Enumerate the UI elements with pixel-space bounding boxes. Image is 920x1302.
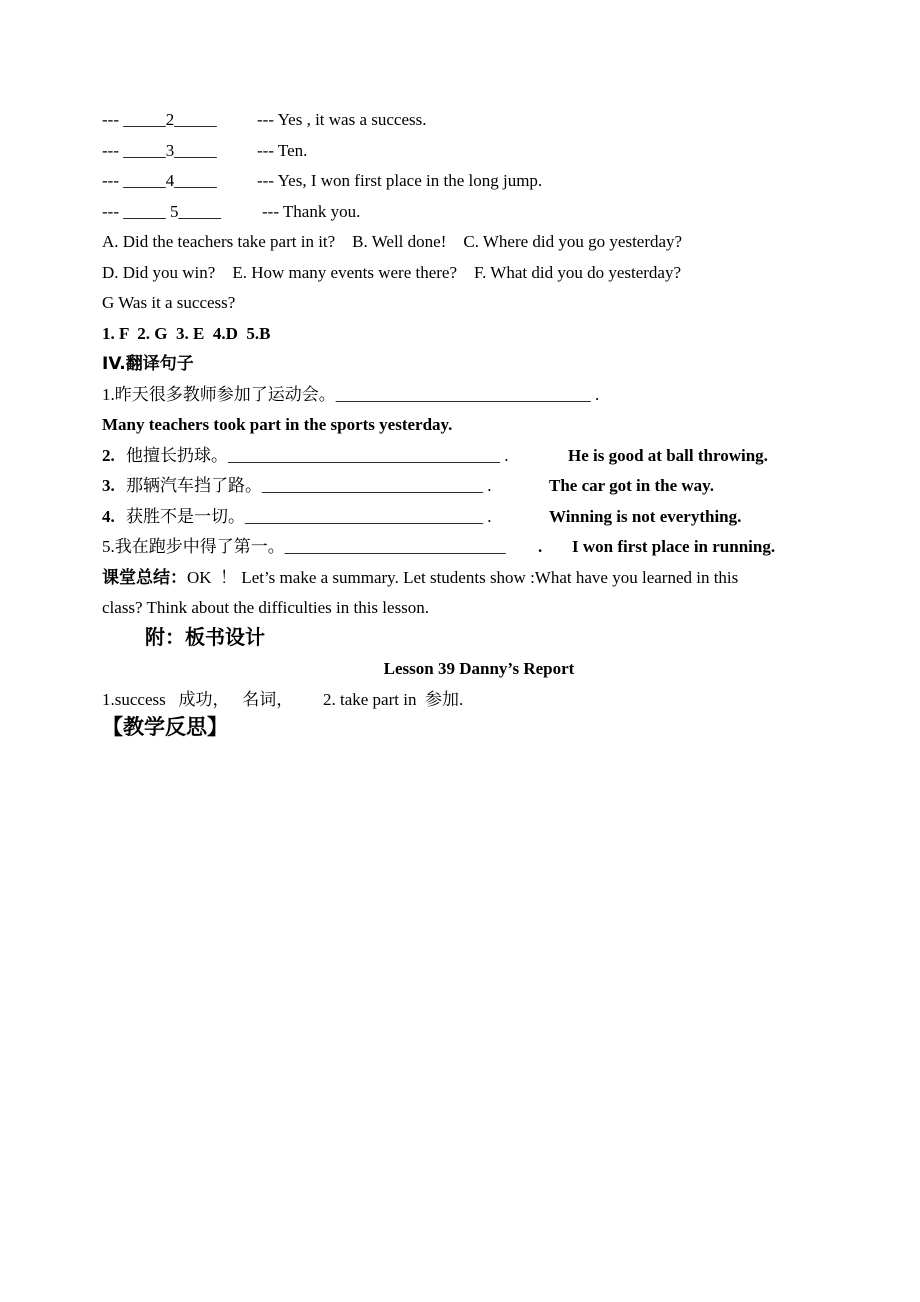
translation-question-5-period: . [538, 537, 543, 556]
translation-answer-2: He is good at ball throwing. [568, 446, 768, 465]
translation-answer-3: The car got in the way. [549, 476, 714, 495]
board-design-heading: 附：板书设计 [145, 625, 265, 649]
dialogue-answer-3: --- Ten. [257, 141, 308, 160]
teaching-reflection-heading: 【教学反思】 [102, 715, 228, 739]
translation-answer-5: I won first place in running. [572, 537, 776, 556]
translation-heading: IV.翻译句子 [102, 354, 194, 374]
translation-question-2: 他擅长扔球。________________________________ . [126, 446, 509, 465]
options-line-3: G Was it a success? [102, 293, 236, 312]
summary-line-2: class? Think about the difficulties in this lesson. [102, 598, 430, 617]
dialogue-question-3: --- _____3_____ [102, 141, 217, 160]
translation-number-3: 3. [102, 476, 115, 495]
translation-answer-1: Many teachers took part in the sports yesterday. [102, 415, 453, 434]
summary-text-1: OK ！ Let’s make a summary. Let students show :What have you learned in this [187, 568, 739, 587]
board-notes-line: 1.success 成功， 名词， 2. take part in 参加. [102, 690, 464, 709]
translation-question-5: 5.我在跑步中得了第一。__________________________ [102, 537, 506, 556]
summary-label: 课堂总结： [102, 568, 187, 588]
dialogue-answer-5: --- Thank you. [262, 202, 361, 221]
dialogue-question-2: --- _____2_____ [102, 110, 217, 129]
translation-number-4: 4. [102, 507, 115, 526]
translation-question-3: 那辆汽车挡了路。__________________________ . [126, 476, 492, 495]
dialogue-question-5: --- _____ 5_____ [102, 202, 221, 221]
options-line-1: A. Did the teachers take part in it? B. Well done! C. Where did you go yesterday? [102, 232, 683, 251]
translation-number-2: 2. [102, 446, 115, 465]
summary-line-1 [102, 567, 738, 589]
options-line-2: D. Did you win? E. How many events were there? F. What did you do yesterday? [102, 263, 682, 282]
dialogue-question-4: --- _____4_____ [102, 171, 217, 190]
lesson-title: Lesson 39 Danny’s Report [383, 659, 575, 678]
dialogue-answer-4: --- Yes, I won first place in the long jump. [257, 171, 543, 190]
translation-question-1: 1.昨天很多教师参加了运动会。______________________________ . [102, 385, 600, 404]
dialogue-answer-2: --- Yes , it was a success. [257, 110, 427, 129]
answer-key: 1. F 2. G 3. E 4.D 5.B [102, 324, 271, 343]
translation-question-4: 获胜不是一切。____________________________ . [126, 507, 492, 526]
translation-answer-4: Winning is not everything. [549, 507, 742, 526]
